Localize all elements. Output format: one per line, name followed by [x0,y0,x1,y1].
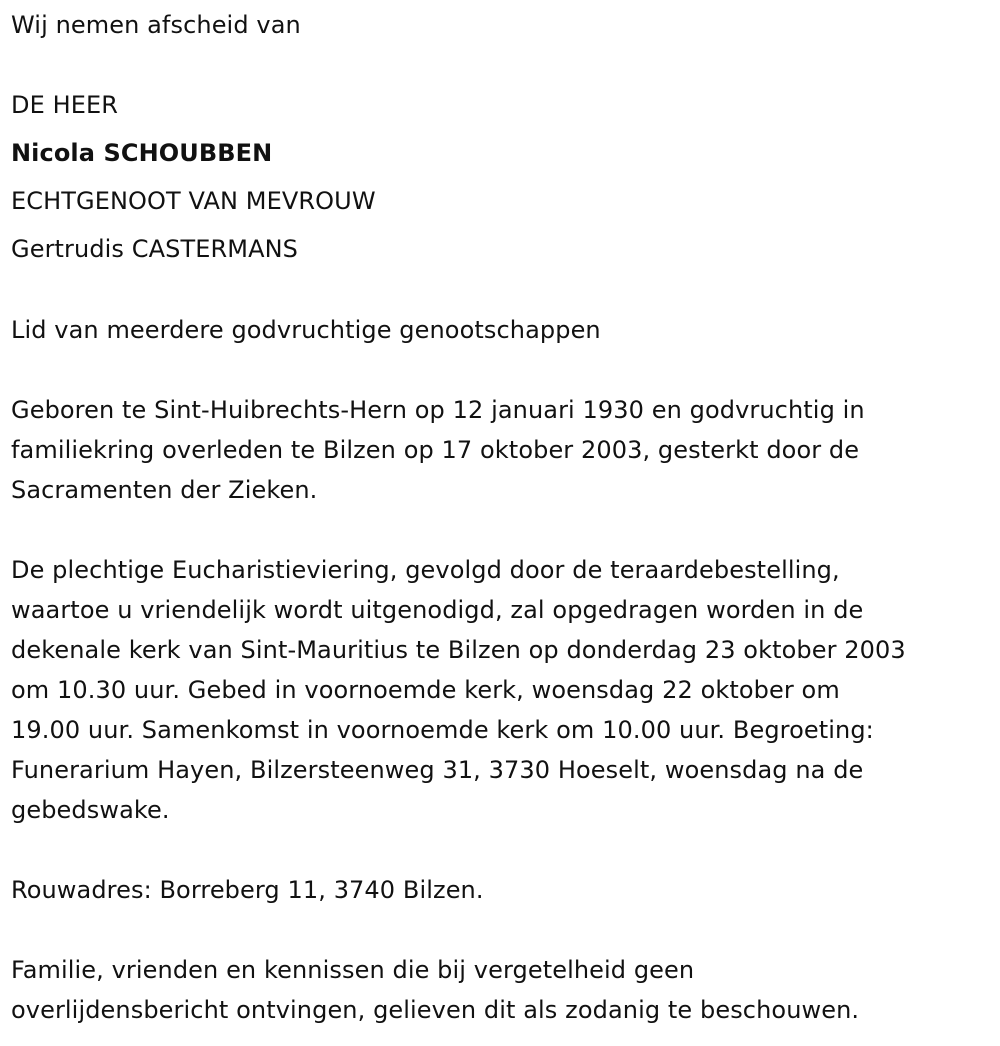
paragraph-line: gebedswake. [11,796,170,824]
spouse-label: ECHTGENOOT VAN MEVROUW [11,187,376,215]
intro-line: Wij nemen afscheid van [11,11,301,39]
spouse-name: Gertrudis CASTERMANS [11,235,298,263]
paragraph-line: Funerarium Hayen, Bilzersteenweg 31, 3730 Hoeselt, woensdag na de [11,756,864,784]
paragraph-line: 19.00 uur. Samenkomst in voornoemde kerk om 10.00 uur. Begroeting: [11,716,874,744]
closing-paragraph [11,950,859,1030]
paragraph-line: om 10.30 uur. Gebed in voornoemde kerk, woensdag 22 oktober om [11,676,840,704]
paragraph-line: overlijdensbericht ontvingen, gelieven dit als zodanig te beschouwen. [11,996,860,1024]
deceased-name: Nicola SCHOUBBEN [11,139,273,167]
paragraph-line: dekenale kerk van Sint-Mauritius te Bilzen op donderdag 23 oktober 2003 [11,636,906,664]
mourning-address: Rouwadres: Borreberg 11, 3740 Bilzen. [11,876,484,904]
paragraph-line: Sacramenten der Zieken. [11,476,318,504]
birth-paragraph [11,390,865,510]
honorific-title: DE HEER [11,91,119,119]
paragraph-line: familiekring overleden te Bilzen op 17 oktober 2003, gesterkt door de [11,436,860,464]
paragraph-line: Geboren te Sint-Huibrechts-Hern op 12 januari 1930 en godvruchtig in [11,396,865,424]
paragraph-line: waartoe u vriendelijk wordt uitgenodigd, zal opgedragen worden in de [11,596,864,624]
paragraph-line: Familie, vrienden en kennissen die bij vergetelheid geen [11,956,695,984]
paragraph-line: De plechtige Eucharistieviering, gevolgd door de teraardebestelling, [11,556,840,584]
ceremony-paragraph [11,550,906,830]
membership-line: Lid van meerdere godvruchtige genootschappen [11,316,601,344]
